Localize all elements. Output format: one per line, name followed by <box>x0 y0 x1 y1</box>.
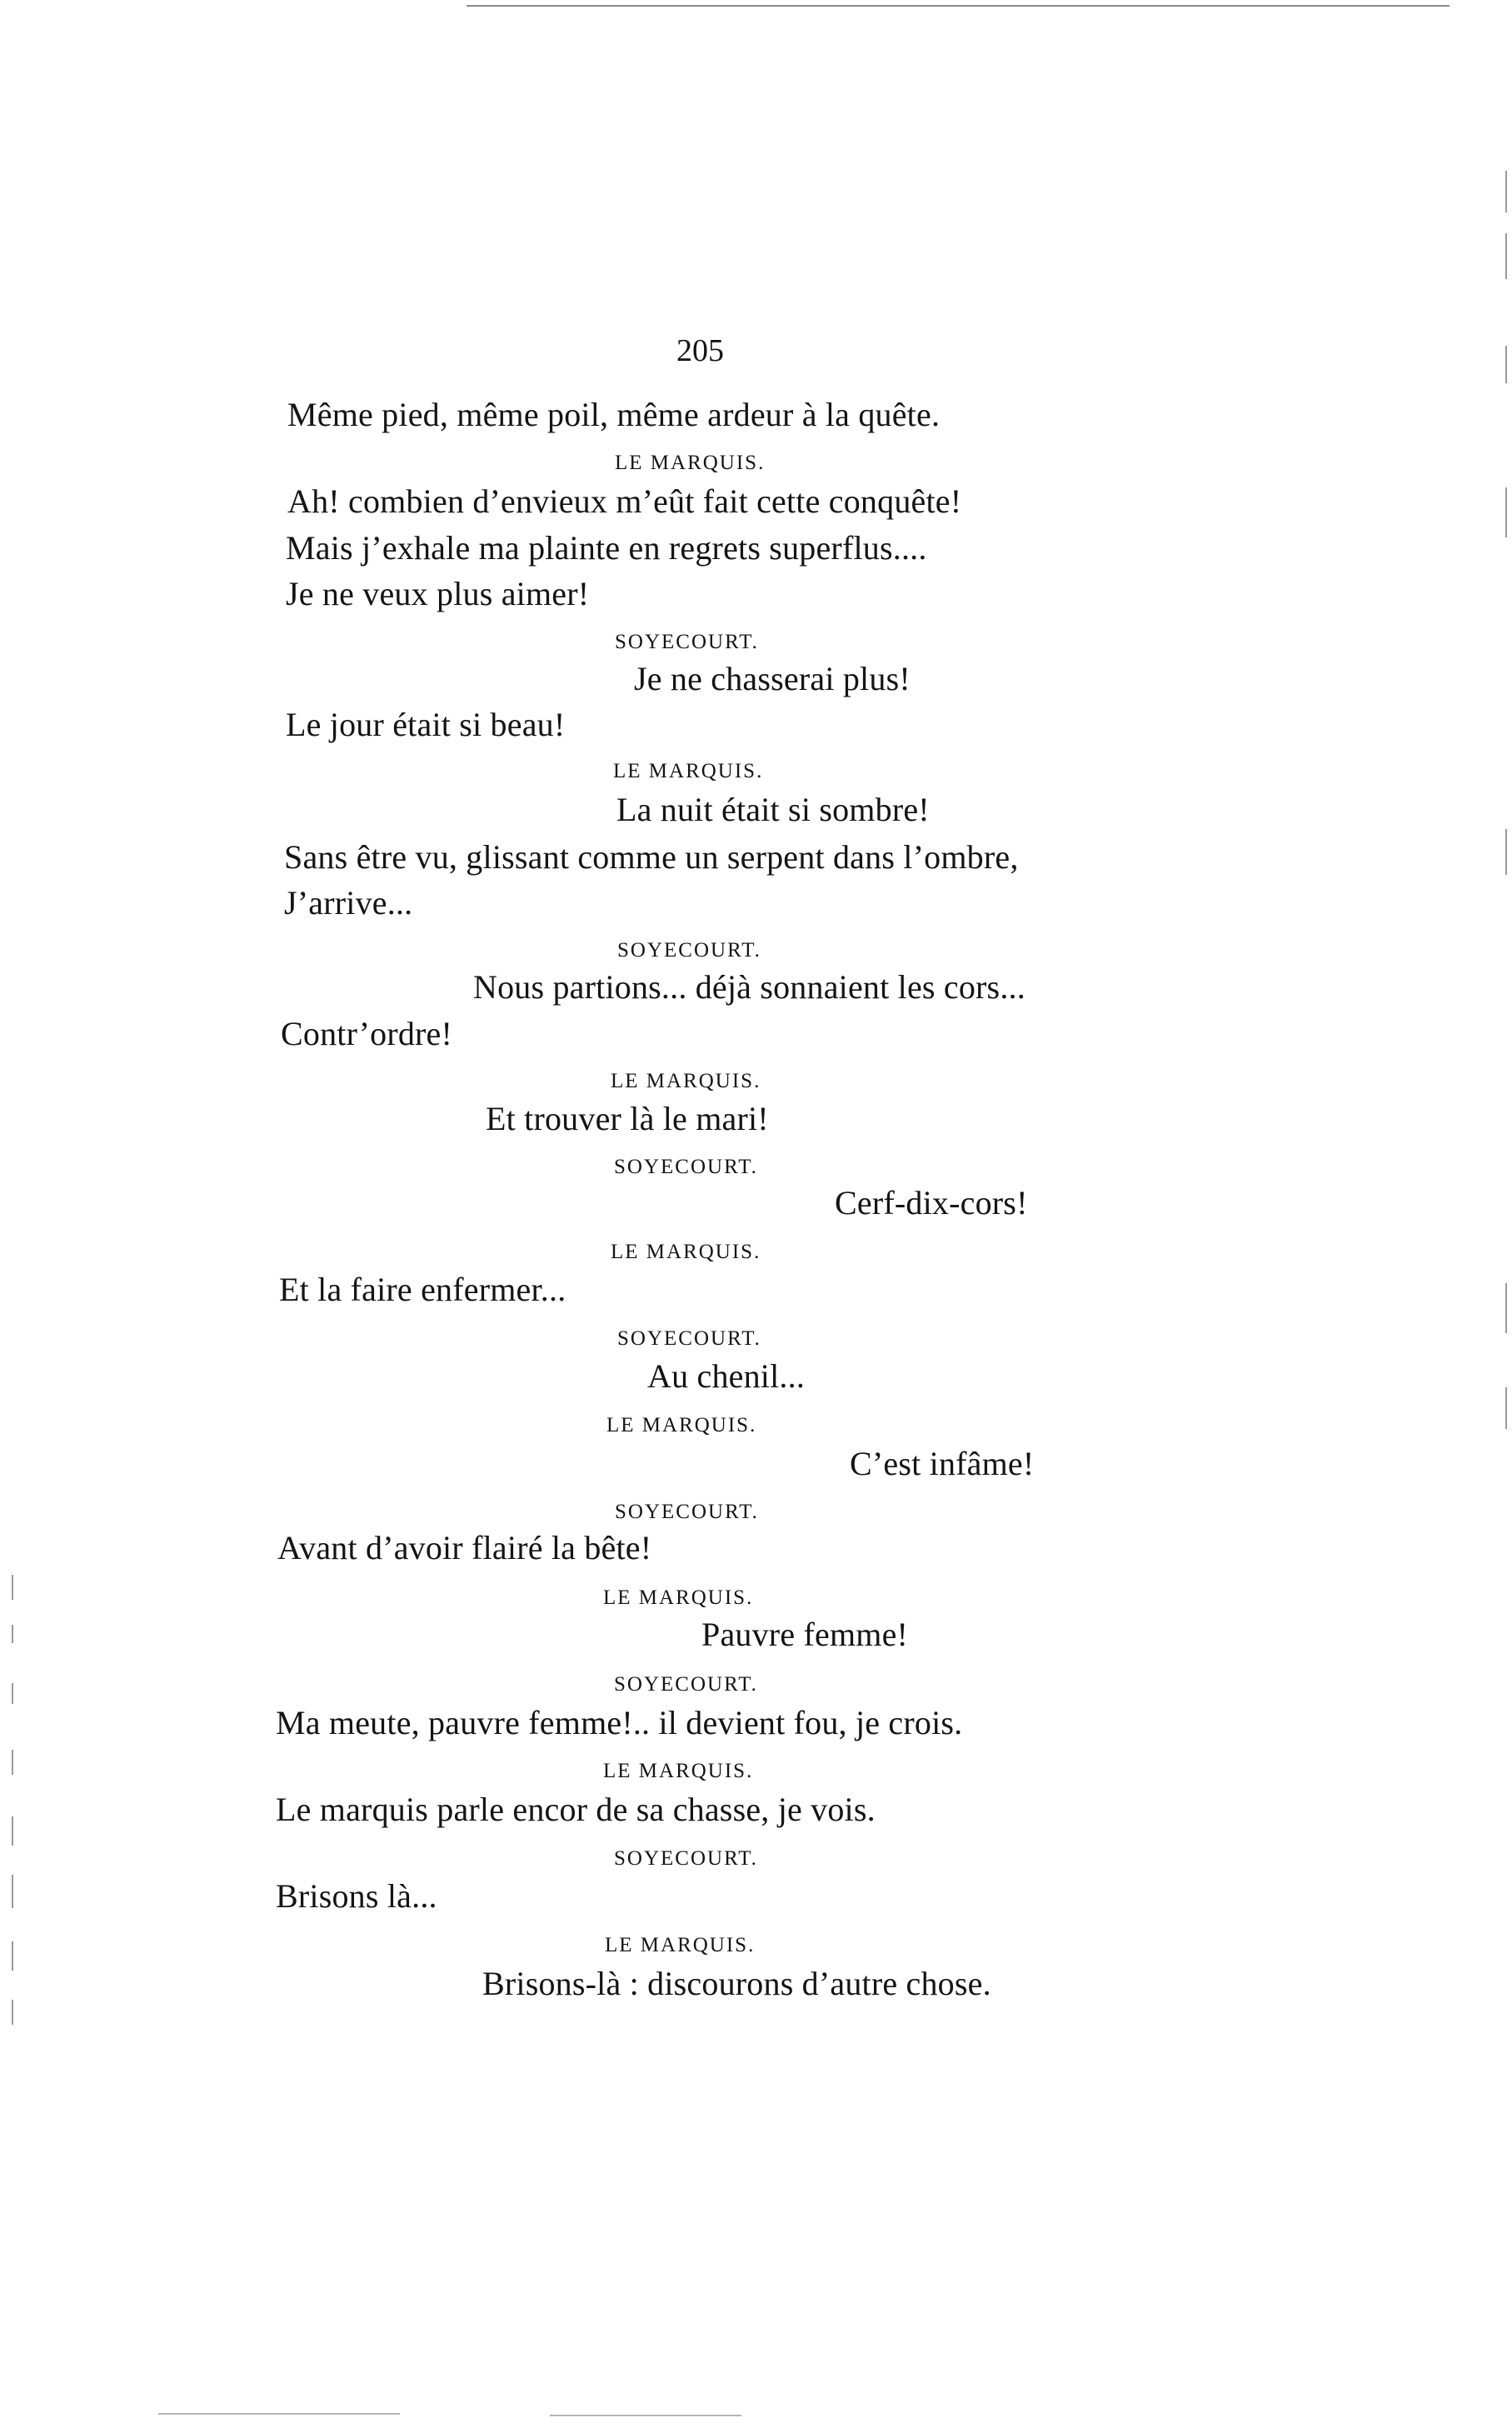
scan-edge-mark <box>1505 1387 1507 1429</box>
verse-line: Le jour était si beau! <box>286 706 566 743</box>
verse-line: Nous partions... déjà sonnaient les cors... <box>473 968 1025 1006</box>
speaker-name: SOYECOURT. <box>614 1673 758 1696</box>
verse-line: Je ne chasserai plus! <box>634 660 911 697</box>
scan-edge-rule <box>158 2413 400 2415</box>
verse-line: Avant d’avoir flairé la bête! <box>277 1529 652 1566</box>
scan-edge-mark <box>1505 346 1507 383</box>
page-number: 205 <box>676 333 724 368</box>
speaker-name: SOYECOURT. <box>614 1156 758 1178</box>
verse-line: Je ne veux plus aimer! <box>286 575 590 612</box>
speaker-name: LE MARQUIS. <box>605 1934 756 1956</box>
scan-edge-mark <box>12 2000 13 2025</box>
speaker-name: LE MARQUIS. <box>603 1586 754 1609</box>
verse-line: Contr’ordre! <box>281 1015 453 1052</box>
speaker-name: LE MARQUIS. <box>611 1070 761 1092</box>
speaker-name: SOYECOURT. <box>615 631 759 653</box>
scan-edge-mark <box>12 1575 13 1600</box>
verse-line: Ma meute, pauvre femme!.. il devient fou, je crois. <box>276 1704 963 1741</box>
verse-line: J’arrive... <box>284 884 413 922</box>
verse-line: Même pied, même poil, même ardeur à la quête. <box>287 396 941 433</box>
verse-line: Sans être vu, glissant comme un serpent dans l’ombre, <box>284 838 1019 876</box>
verse-line: Cerf-dix-cors! <box>835 1184 1028 1221</box>
verse-line: Brisons là... <box>276 1877 437 1915</box>
verse-line: Et trouver là le mari! <box>486 1100 769 1137</box>
scan-edge-mark <box>1505 487 1507 537</box>
verse-line: C’est infâme! <box>850 1445 1035 1482</box>
speaker-name: SOYECOURT. <box>615 1501 759 1523</box>
speaker-name: SOYECOURT. <box>617 1327 761 1350</box>
verse-line: La nuit était si sombre! <box>616 791 930 828</box>
scan-edge-mark <box>12 1816 13 1846</box>
scan-edge-mark <box>12 1683 13 1704</box>
scan-edge-rule <box>550 2415 741 2416</box>
verse-line: Ah! combien d’envieux m’eût fait cette conquête! <box>287 482 962 520</box>
verse-line: Le marquis parle encor de sa chasse, je vois. <box>276 1791 876 1828</box>
scan-edge-rule <box>467 5 1450 7</box>
speaker-name: LE MARQUIS. <box>615 452 766 474</box>
verse-line: Pauvre femme! <box>701 1616 909 1653</box>
scan-edge-mark <box>1505 171 1507 212</box>
scan-edge-mark <box>12 1941 13 1971</box>
scan-edge-mark <box>12 1625 13 1643</box>
verse-line: Et la faire enfermer... <box>279 1271 566 1308</box>
speaker-name: LE MARQUIS. <box>613 760 764 782</box>
speaker-name: LE MARQUIS. <box>611 1241 761 1263</box>
scan-edge-mark <box>1505 829 1507 875</box>
speaker-name: LE MARQUIS. <box>603 1760 754 1782</box>
scan-edge-mark <box>12 1875 13 1908</box>
verse-line: Mais j’exhale ma plainte en regrets superflus.... <box>286 529 927 567</box>
verse-line: Brisons-là : discourons d’autre chose. <box>482 1965 991 2002</box>
scan-edge-mark <box>1505 233 1507 279</box>
scan-edge-mark <box>12 1750 13 1775</box>
scan-edge-mark <box>1505 1283 1507 1333</box>
speaker-name: SOYECOURT. <box>614 1847 758 1870</box>
speaker-name: SOYECOURT. <box>617 939 761 962</box>
verse-line: Au chenil... <box>647 1357 806 1395</box>
speaker-name: LE MARQUIS. <box>606 1414 757 1436</box>
